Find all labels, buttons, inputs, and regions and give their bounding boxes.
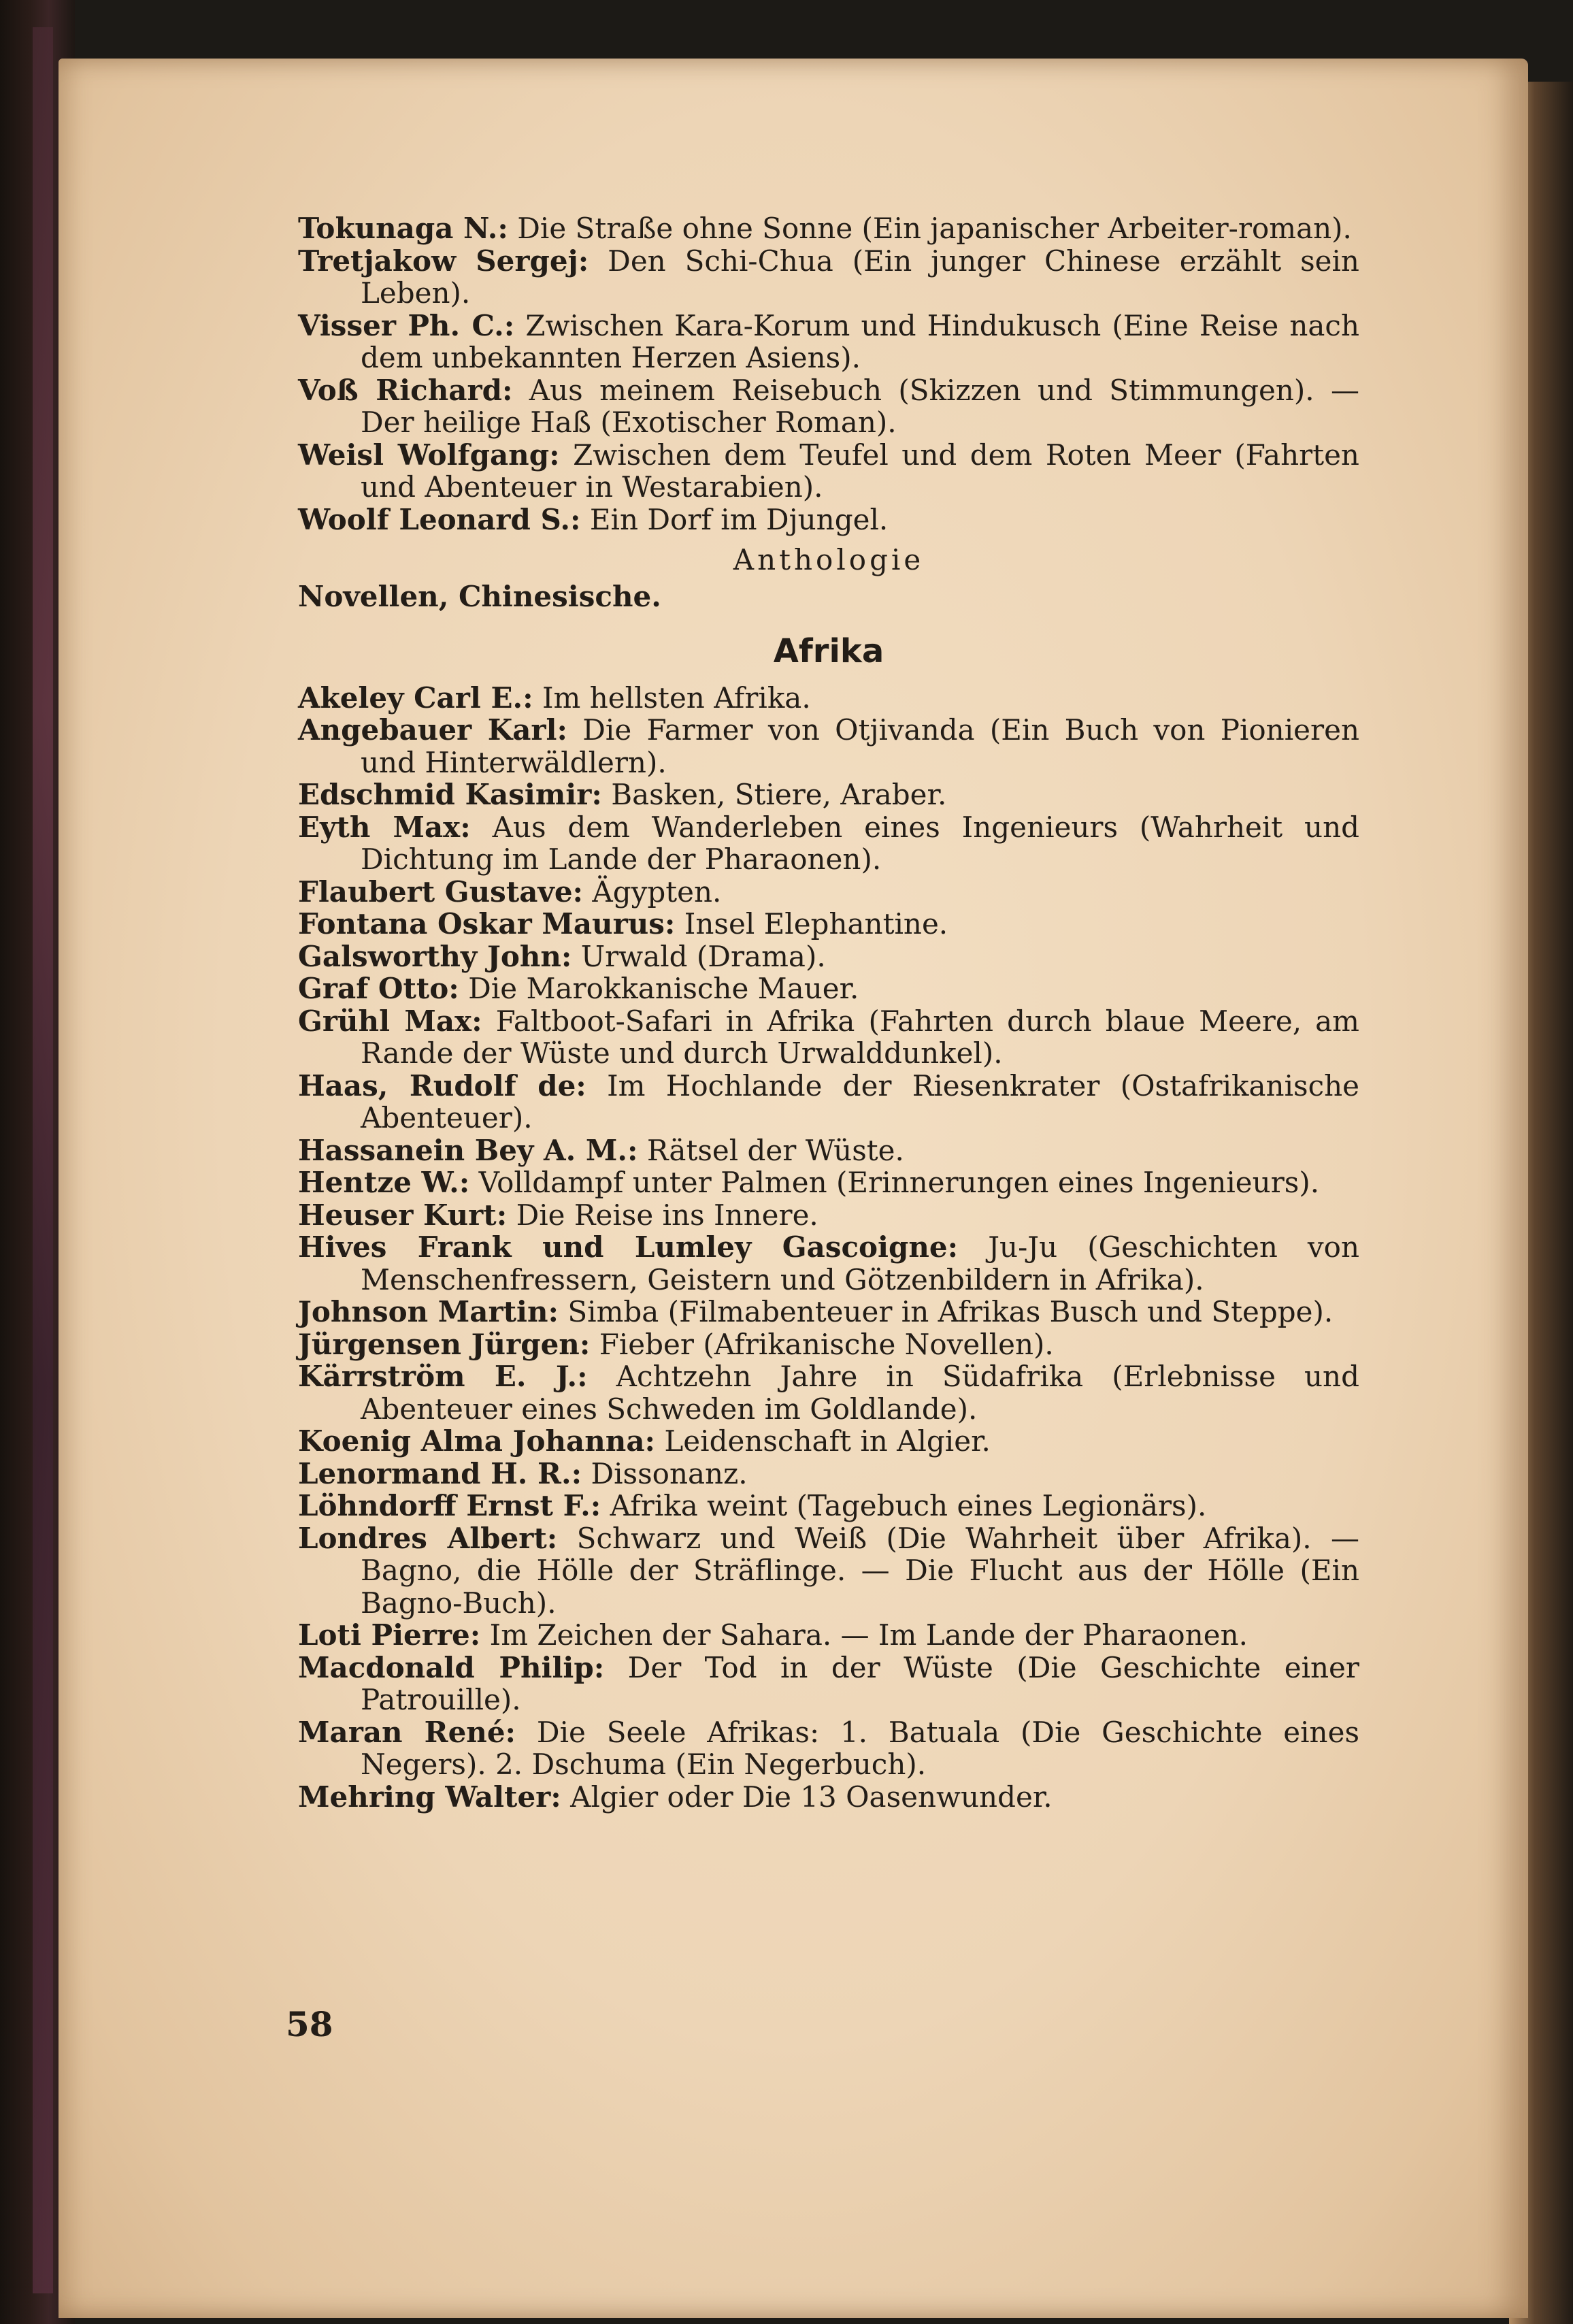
entry-title: Im hellsten Afrika. — [542, 681, 811, 715]
entry-title: Die Straße ohne Sonne (Ein japanischer Arbeiter-roman). — [517, 212, 1352, 245]
entry-title: Volldampf unter Palmen (Erinnerungen eines Ingenieurs). — [478, 1166, 1320, 1199]
entry-author: Eyth Max: — [298, 810, 471, 844]
entry-author: Lenormand H. R.: — [298, 1456, 582, 1490]
entry-author: Novellen, Chinesische. — [298, 579, 661, 613]
bibliography-entry — [298, 1522, 1359, 1620]
entry-author: Haas, Rudolf de: — [298, 1068, 586, 1102]
entry-title: Im Hochlande der Riesenkrater (Ostafrikanische Abenteuer). — [361, 1068, 1360, 1134]
entry-title: Faltboot-Safari in Afrika (Fahrten durch blaue Meere, am Rande der Wüste und durch Urwalddunkel). — [361, 1004, 1359, 1070]
entry-author: Heuser Kurt: — [298, 1198, 508, 1232]
entry-author: Galsworthy John: — [298, 939, 572, 973]
entry-author: Graf Otto: — [298, 972, 459, 1005]
entry-author: Angebauer Karl: — [298, 713, 567, 747]
entry-author: Mehring Walter: — [298, 1780, 561, 1814]
bibliography-entry — [298, 972, 1359, 1005]
bibliography-entry — [298, 1296, 1359, 1328]
entry-author: Johnson Martin: — [298, 1295, 559, 1328]
entry-author: Edschmid Kasimir: — [298, 778, 602, 811]
section-heading-afrika: Afrika — [773, 632, 884, 670]
entry-author: Hassanein Bey A. M.: — [298, 1133, 638, 1167]
bibliography-entry — [298, 1328, 1359, 1361]
bibliography-entry — [298, 811, 1359, 876]
entry-author: Kärrström E. J.: — [298, 1360, 588, 1393]
bibliography-entry — [298, 504, 1359, 536]
entry-title: Achtzehn Jahre in Südafrika (Erlebnisse und Abenteuer eines Schweden im Goldlande). — [361, 1360, 1359, 1426]
bibliography-entry — [298, 580, 1359, 613]
entry-title: Die Marokkanische Mauer. — [468, 972, 859, 1005]
entry-title: Urwald (Drama). — [580, 939, 826, 973]
bibliography-text — [298, 212, 1359, 1813]
entry-title: Zwischen Kara-Korum und Hindukusch (Eine Reise nach dem unbekannten Herzen Asiens). — [361, 308, 1359, 374]
entry-author: Grühl Max: — [298, 1004, 482, 1038]
bibliography-entry — [298, 245, 1359, 310]
entry-author: Macdonald Philip: — [298, 1650, 605, 1684]
entry-author: Voß Richard: — [298, 373, 513, 407]
entry-author: Woolf Leonard S.: — [298, 502, 581, 536]
entry-author: Koenig Alma Johanna: — [298, 1424, 656, 1458]
entry-title: Ju-Ju (Geschichten von Menschenfressern, Geistern und Götzenbildern in Afrika). — [361, 1230, 1359, 1296]
anthologie-entry-list — [298, 580, 1359, 613]
entry-title: Der Tod in der Wüste (Die Geschichte einer Patrouille). — [361, 1650, 1359, 1716]
entry-title: Afrika weint (Tagebuch eines Legionärs). — [610, 1489, 1207, 1522]
bibliography-entry — [298, 908, 1359, 940]
bibliography-entry — [298, 1458, 1359, 1490]
bibliography-entry — [298, 1781, 1359, 1814]
bibliography-entry — [298, 714, 1359, 779]
entry-author: Hives Frank und Lumley Gascoigne: — [298, 1230, 959, 1264]
entry-author: Jürgensen Jürgen: — [298, 1327, 591, 1361]
entry-title: Aus meinem Reisebuch (Skizzen und Stimmungen). — Der heilige Haß (Exotischer Roman). — [361, 373, 1359, 439]
section-heading-anthologie: Anthologie — [733, 543, 925, 576]
afrika-entry-list — [298, 682, 1359, 1814]
bibliography-entry — [298, 1231, 1359, 1296]
bibliography-entry — [298, 1199, 1359, 1232]
entry-title: Im Zeichen der Sahara. — Im Lande der Pharaonen. — [489, 1618, 1248, 1652]
bibliography-entry — [298, 1490, 1359, 1522]
bibliography-entry — [298, 876, 1359, 909]
bibliography-entry — [298, 1005, 1359, 1070]
entry-author: Fontana Oskar Maurus: — [298, 907, 676, 940]
entry-author: Hentze W.: — [298, 1166, 470, 1199]
entry-title: Algier oder Die 13 Oasenwunder. — [570, 1780, 1053, 1814]
bibliography-entry — [298, 374, 1359, 439]
entry-author: Tokunaga N.: — [298, 212, 508, 245]
entry-title: Die Reise ins Innere. — [516, 1198, 818, 1232]
entry-author: Visser Ph. C.: — [298, 308, 515, 342]
entry-title: Zwischen dem Teufel und dem Roten Meer (Fahrten und Abenteuer in Westarabien). — [361, 438, 1359, 504]
entry-author: Loti Pierre: — [298, 1618, 481, 1652]
entry-title: Simba (Filmabenteuer in Afrikas Busch und Steppe). — [567, 1295, 1334, 1328]
bibliography-entry — [298, 779, 1359, 811]
entry-title: Leidenschaft in Algier. — [664, 1424, 991, 1458]
asia-entry-list — [298, 212, 1359, 536]
bibliography-entry — [298, 1716, 1359, 1781]
entry-title: Schwarz und Weiß (Die Wahrheit über Afrika). — Bagno, die Hölle der Sträflinge. — Die Flucht aus der Hölle (Ein Bagno-Buch). — [361, 1521, 1359, 1620]
entry-title: Basken, Stiere, Araber. — [611, 778, 947, 811]
bibliography-entry — [298, 1166, 1359, 1199]
entry-title: Insel Elephantine. — [684, 907, 948, 940]
entry-author: Weisl Wolfgang: — [298, 438, 560, 472]
entry-author: Tretjakow Sergej: — [298, 244, 589, 278]
bibliography-entry — [298, 1070, 1359, 1134]
entry-title: Dissonanz. — [591, 1456, 748, 1490]
entry-title: Den Schi-Chua (Ein junger Chinese erzählt sein Leben). — [361, 244, 1359, 310]
entry-author: Löhndorff Ernst F.: — [298, 1489, 601, 1522]
bibliography-entry — [298, 212, 1359, 245]
page-number: 58 — [286, 2004, 333, 2044]
bibliography-entry — [298, 439, 1359, 504]
bibliography-entry — [298, 310, 1359, 374]
entry-author: Londres Albert: — [298, 1521, 558, 1555]
binding-stripe — [33, 27, 53, 2293]
entry-title: Rätsel der Wüste. — [646, 1133, 904, 1167]
entry-author: Akeley Carl E.: — [298, 681, 533, 715]
bibliography-entry — [298, 1652, 1359, 1716]
bibliography-entry — [298, 1360, 1359, 1425]
entry-title: Fieber (Afrikanische Novellen). — [599, 1327, 1054, 1361]
entry-title: Ein Dorf im Djungel. — [589, 502, 889, 536]
entry-title: Die Farmer von Otjivanda (Ein Buch von Pionieren und Hinterwäldlern). — [361, 713, 1360, 779]
bibliography-entry — [298, 1425, 1359, 1458]
bibliography-entry — [298, 940, 1359, 973]
entry-title: Aus dem Wanderleben eines Ingenieurs (Wahrheit und Dichtung im Lande der Pharaonen). — [361, 810, 1359, 876]
entry-author: Maran René: — [298, 1715, 516, 1749]
entry-title: Ägypten. — [592, 874, 722, 909]
bibliography-entry — [298, 682, 1359, 715]
entry-title: Die Seele Afrikas: 1. Batuala (Die Geschichte eines Negers). 2. Dschuma (Ein Negerbuch). — [361, 1715, 1360, 1781]
bibliography-entry — [298, 1619, 1359, 1652]
entry-author: Flaubert Gustave: — [298, 874, 584, 909]
bibliography-entry — [298, 1134, 1359, 1167]
